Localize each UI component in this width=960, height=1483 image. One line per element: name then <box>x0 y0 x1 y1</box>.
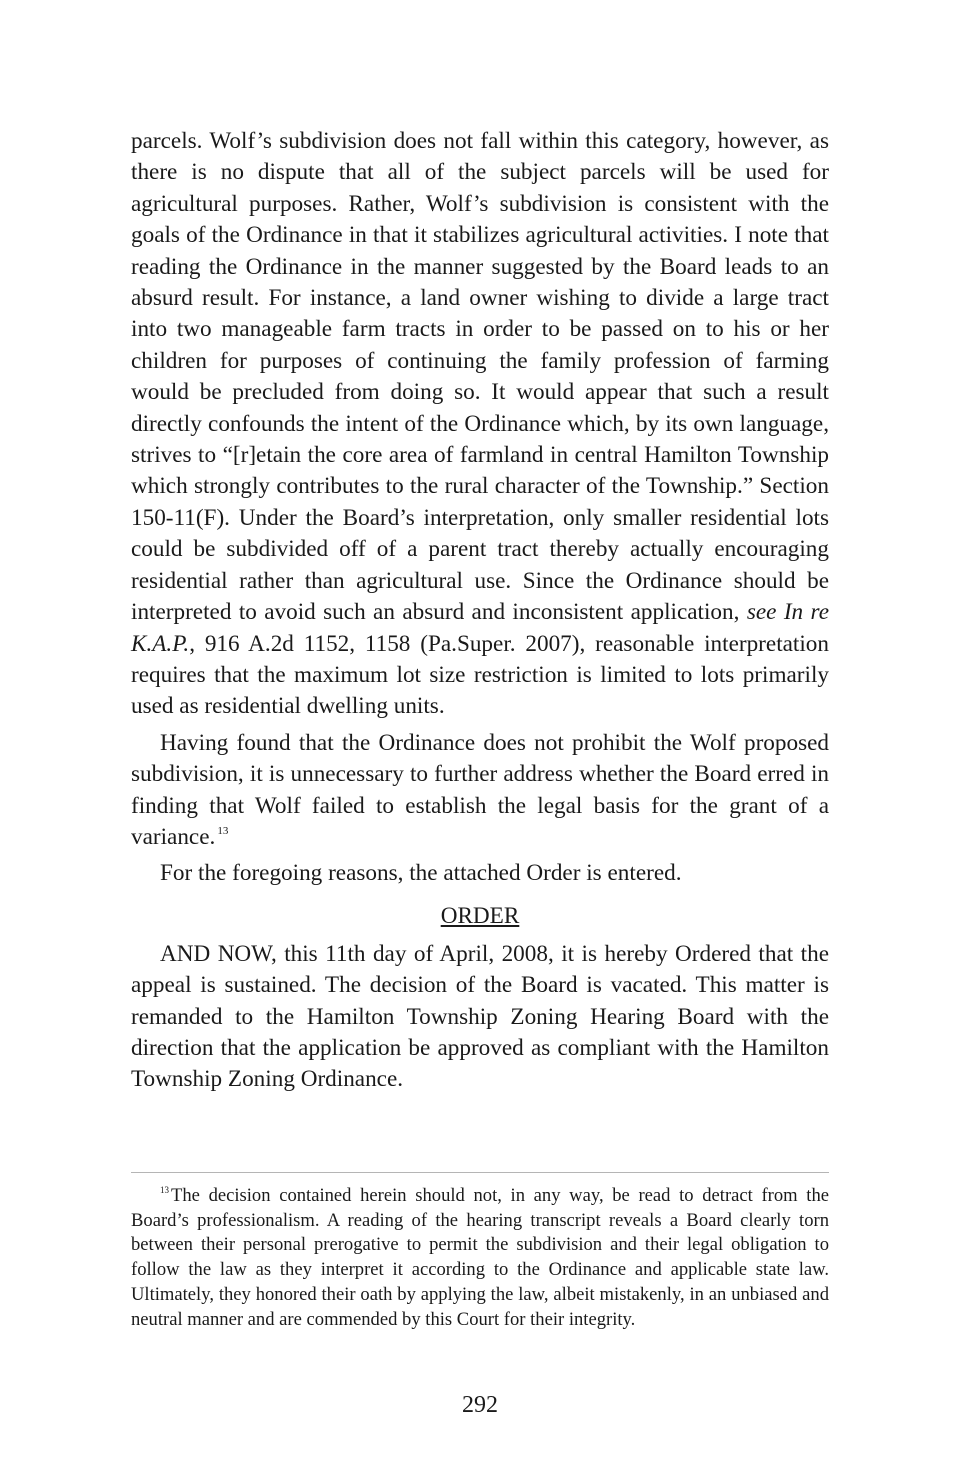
paragraph-text-continued: , 916 A.2d 1152, 1158 (Pa.Super. 2007), reasonable interpretation requires that the maximum lot size restriction is limited to lots primarily used as residential dwelling units. <box>131 630 829 720</box>
footnote-text: The decision contained herein should not, in any way, be read to detract from the Board’s professionalism. A reading of the hearing transcript reveals a Board clearly torn between their personal prerogative to permit the subdivision and their legal obligation to follow the law as they interpret it according to the Ordinance and applicable state law. Ultimately, they honored their oath by applying the law, albeit mistakenly, in an unbiased and neutral manner and are commended by this Court for their integrity. <box>131 1185 829 1330</box>
body-paragraph <box>131 126 829 723</box>
paragraph-text: For the foregoing reasons, the attached Order is entered. <box>160 860 682 887</box>
page-number: 292 <box>462 1392 498 1418</box>
footnote-reference: 13 <box>217 824 229 837</box>
body-paragraph <box>131 728 829 854</box>
order-paragraph <box>131 939 829 1096</box>
paragraph-text: parcels. Wolf’s subdivision does not fall within this category, however, as there is no dispute that all of the subject parcels will be used for agricultural purposes. Rather, Wolf’s subdivision is consistent with the goals of the Ordinance in that it stabilizes agricultural activities. I note that reading the Ordinance in the manner suggested by the Board leads to an absurd result. For instance, a land owner wishing to divide a large tract into two manageable farm tracts in order to be passed on to his or her children for purposes of continuing the family profession of farming would be precluded from doing so. It would appear that such a result directly confounds the intent of the Ordinance which, by its own language, strives to “[r]etain the core area of farmland in central Hamilton Township which strongly contributes to the rural character of the Township.” Section 150-11(F). Under the Board’s interpretation, only smaller residential lots could be subdivided off of a parent tract thereby actually encouraging residential rather than agricultural use. Since the Ordinance should be interpreted to avoid such an absurd and inconsistent application, <box>131 128 829 626</box>
page-body <box>131 126 829 1096</box>
paragraph-text: Having found that the Ordinance does not prohibit the Wolf proposed subdivision, it is unnecessary to further address whether the Board erred in finding that Wolf failed to establish the legal basis for the grant of a variance. <box>131 729 829 850</box>
body-paragraph <box>131 858 829 889</box>
footnote-number: 13 <box>160 1185 169 1195</box>
order-heading: ORDER <box>440 902 520 929</box>
case-citation: see In re K.A.P. <box>131 599 829 657</box>
order-text: AND NOW, this 11th day of April, 2008, it is hereby Ordered that the appeal is sustained. The decision of the Board is vacated. This matter is remanded to the Hamilton Township Zoning Hearing Board with the direction that the application be approved as compliant with the Hamilton Township Zoning Ordinance. <box>131 940 829 1093</box>
footnote <box>131 1184 829 1332</box>
footnote-divider <box>131 1172 829 1173</box>
